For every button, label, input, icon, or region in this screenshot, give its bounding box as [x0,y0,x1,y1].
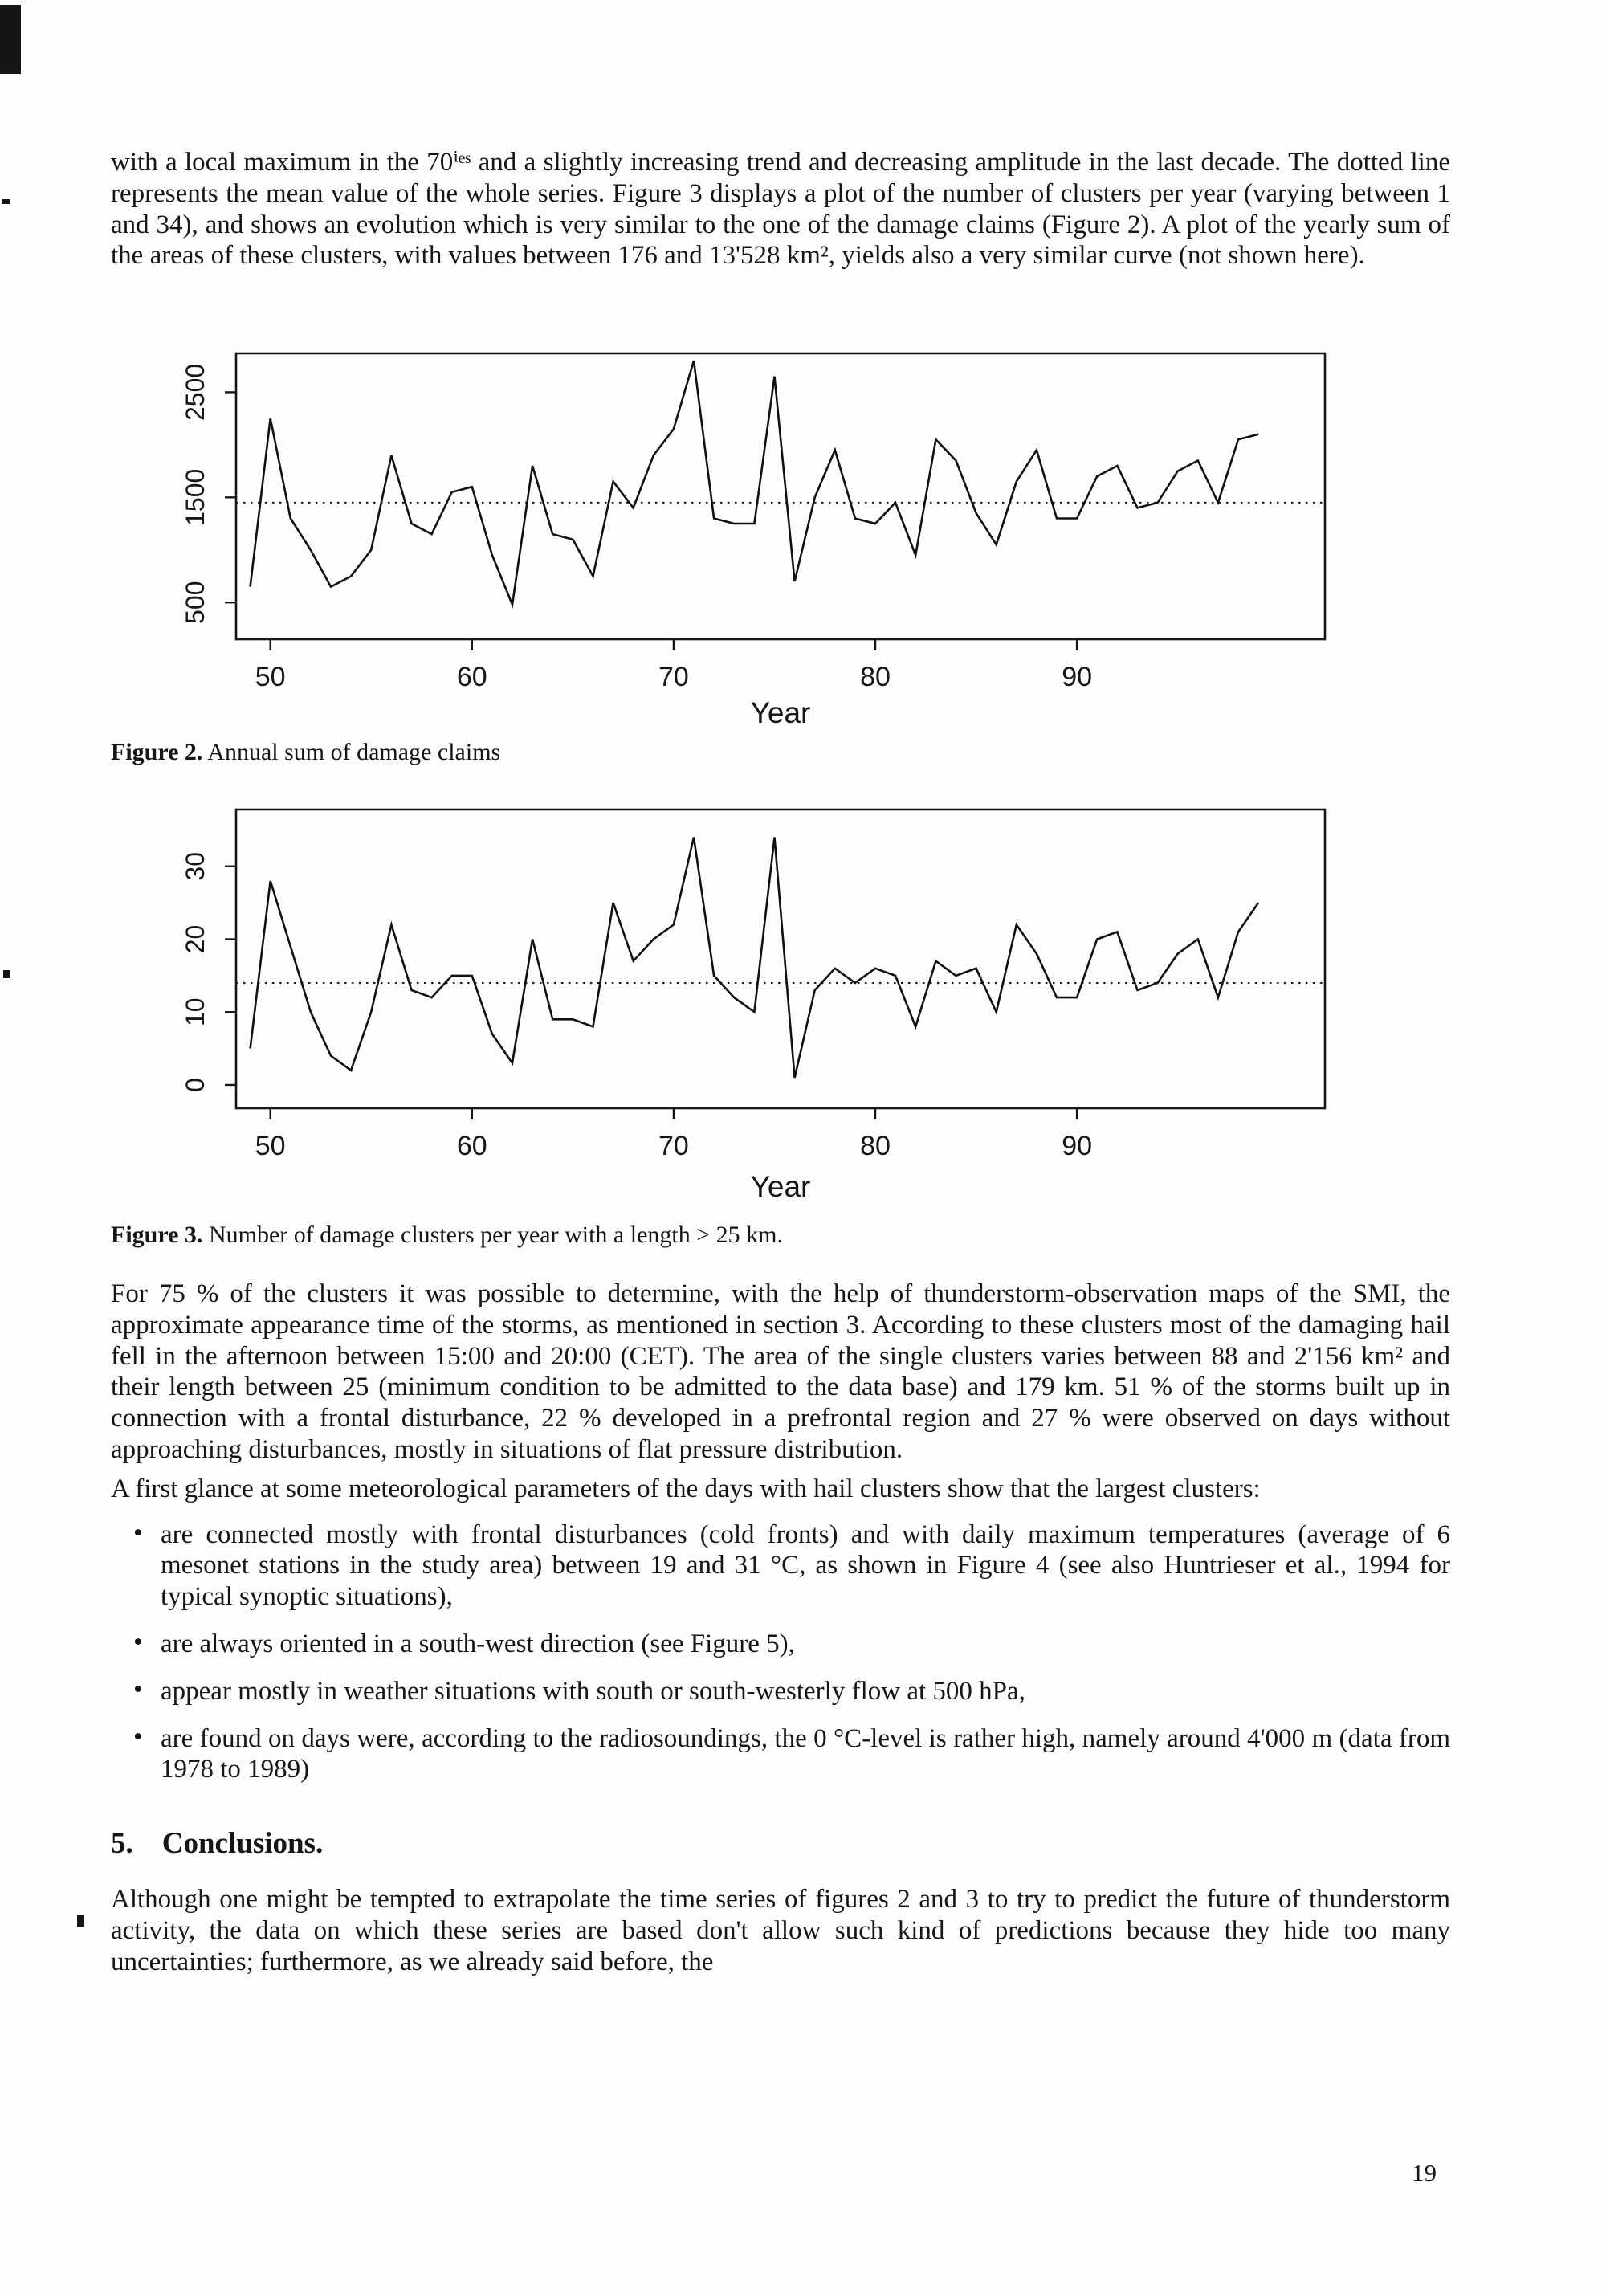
svg-text:1500: 1500 [181,468,210,526]
figure3-caption-text: Number of damage clusters per year with a length > 25 km. [208,1221,783,1248]
figure3-caption [111,1221,783,1249]
figure2-caption [111,739,500,766]
svg-text:500: 500 [181,581,210,624]
section-heading-conclusions [111,1829,1450,1860]
figure3-chart-svg [138,800,1343,1217]
figure2-chart-svg [138,344,1343,761]
svg-text:50: 50 [255,662,286,692]
svg-text:0: 0 [181,1078,210,1092]
body-text [111,1279,1450,1985]
svg-text:80: 80 [860,662,891,692]
svg-text:Year: Year [750,696,811,729]
bullet-list [111,1519,1450,1786]
page-number: 19 [1412,2159,1437,2187]
paragraph-conclusions: Although one might be tempted to extrapolate the time series of figures 2 and 3 to try to predict the future of thunderstorm activity, the data on which these series are based don't allow such kind of predictions because they hide too many uncertainties; furthermore, as we already said before, the [111,1884,1450,1976]
figure3-line-chart [138,800,1343,1217]
svg-text:2500: 2500 [181,363,210,422]
svg-text:30: 30 [181,851,210,881]
bullet-marker: • [133,1518,143,1548]
bullet-marker: • [133,1722,143,1752]
scan-artifact [0,5,21,74]
intro-paragraph: with a local maximum in the 70ⁱᵉˢ and a slightly increasing trend and decreasing amplitude in the last decade. The dotted line represents the mean value of the whole series. Figure 3 displays a plot of the number of clusters per year (varying between 1 and 34), and shows an evolution which is very similar to the one of the damage claims (Figure 2). A plot of the yearly sum of the areas of these clusters, with values between 176 and 13'528 km², yields also a very similar curve (not shown here). [111,148,1450,271]
svg-text:60: 60 [456,1131,487,1161]
figure3-caption-label: Figure 3. [111,1221,203,1248]
bullet-marker: • [133,1674,143,1704]
svg-text:70: 70 [658,1131,689,1161]
bullet-marker: • [133,1627,143,1657]
bullet-text: are connected mostly with frontal disturbances (cold fronts) and with daily maximum temperatures (average of 6 mesonet stations in the study area) between 19 and 31 °C, as shown in Figure 4 (see also Huntrieser et al., 1994 for typical synoptic situations), [161,1519,1450,1612]
bullet-item-orientation [111,1629,1450,1660]
section-title: Conclusions. [161,1827,324,1861]
bullet-item-flow [111,1676,1450,1707]
svg-text:20: 20 [181,924,210,954]
svg-text:Year: Year [750,1170,811,1203]
svg-text:10: 10 [181,997,210,1027]
figure2-line-chart [138,344,1343,761]
svg-text:60: 60 [456,662,487,692]
bullet-text: are found on days were, according to the radiosoundings, the 0 °C-level is rather high, namely around 4'000 m (data from 1978 to 1989) [161,1723,1450,1784]
svg-text:90: 90 [1062,1131,1093,1161]
bullet-item-frontal [111,1519,1450,1613]
paragraph-first-glance: A first glance at some meteorological parameters of the days with hail clusters show that the largest clusters: [111,1474,1261,1503]
scan-artifact [77,1915,84,1927]
bullet-text: are always oriented in a south-west direction (see Figure 5), [161,1629,795,1658]
bullet-text: appear mostly in weather situations with south or south-westerly flow at 500 hPa, [161,1676,1025,1706]
bullet-item-zero-level [111,1723,1450,1786]
figure2-caption-label: Figure 2. [111,739,203,765]
svg-text:50: 50 [255,1131,286,1161]
section-number: 5. [111,1827,133,1861]
svg-text:90: 90 [1062,662,1093,692]
svg-text:70: 70 [658,662,689,692]
svg-text:80: 80 [860,1131,891,1161]
paragraph-clusters: For 75 % of the clusters it was possible to determine, with the help of thunderstorm-observation maps of the SMI, the approximate appearance time of the storms, as mentioned in section 3. According to these clusters most of the damaging hail fell in the afternoon between 15:00 and 20:00 (CET). The area of the single clusters varies between 88 and 2'156 km² and their length between 25 (minimum condition to be admitted to the data base) and 179 km. 51 % of the storms built up in connection with a frontal disturbance, 22 % developed in a prefrontal region and 27 % were observed on days without approaching disturbances, mostly in situations of flat pressure distribution. [111,1279,1450,1464]
scan-artifact [3,970,10,978]
scan-artifact [2,199,10,204]
figure2-caption-text: Annual sum of damage claims [207,739,501,765]
